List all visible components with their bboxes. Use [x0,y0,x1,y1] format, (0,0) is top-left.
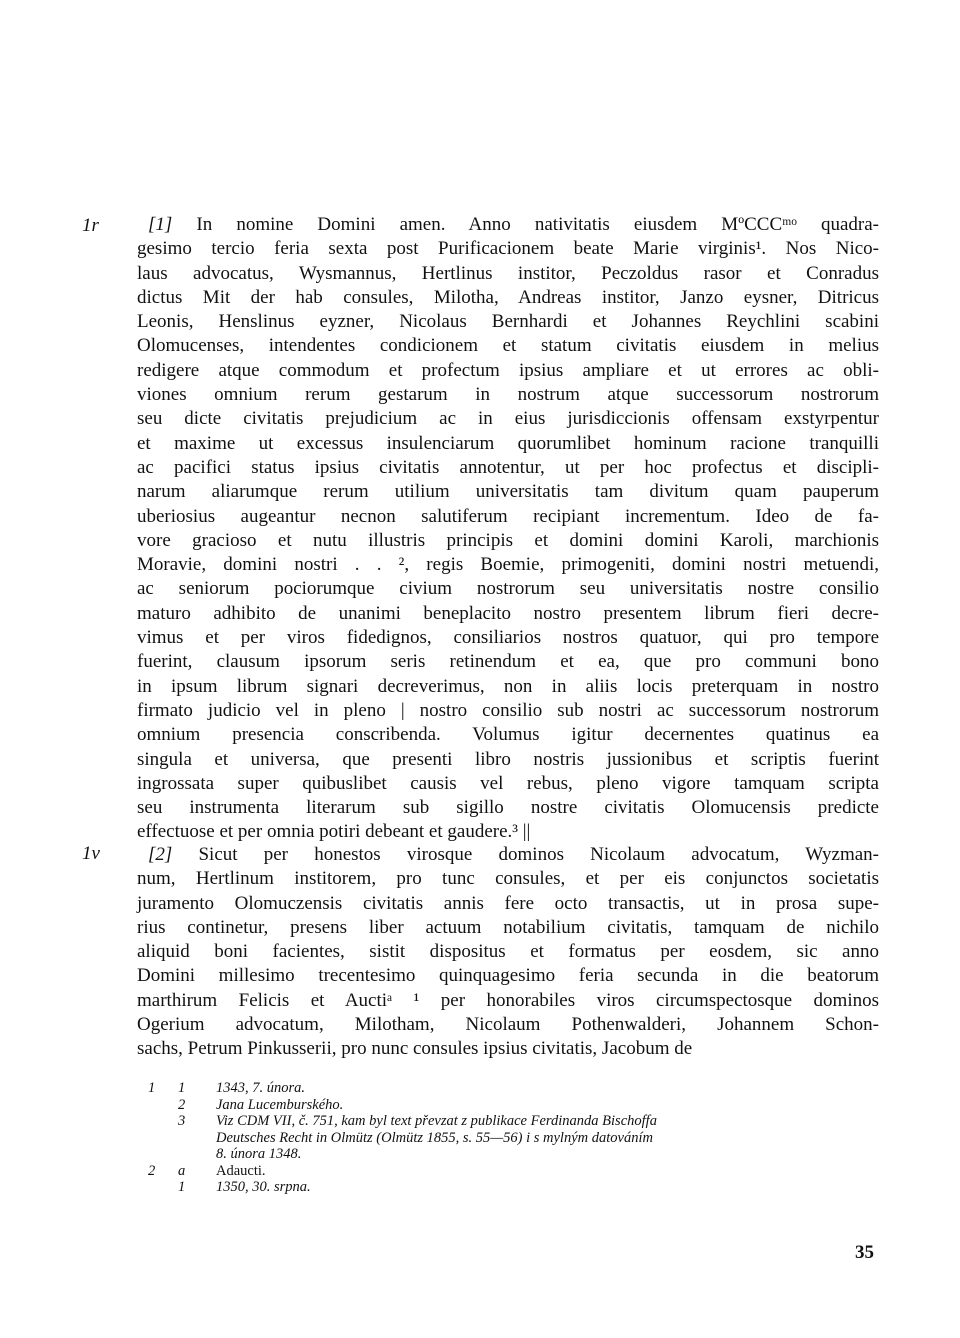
text-line: effectuose et per omnia potiri debeant et gaudere.³ || [137,821,531,843]
folio-label-1r: 1r [82,215,99,236]
text-line: firmato judicio vel in pleno | nostro consilio sub nostri ac successorum nostrorum [137,699,879,721]
text-line: omnium presencia conscribenda. Volumus igitur decernentes quatinus ea [137,724,879,746]
text-line: marthirum Felicis et Auctiᵃ ¹ per honorabiles viros circumspectosque dominos [137,989,879,1011]
text-line: ac seniorum pociorumque civium nostrorum seu universitatis nostre consilio [137,578,879,600]
footnote-group [148,1113,178,1163]
footnote-text: 1343, 7. února. [216,1080,306,1096]
footnote-number: 3 [178,1113,186,1129]
text-line: [1] In nomine Domini amen. Anno nativitatis eiusdem MºCCCᵐᵒ quadra- [148,214,879,235]
footnote-number: 1 [178,1080,186,1096]
text-line: seu dicte civitatis prejudicium ac in eius jurisdiccionis offensam exstyrpentur [137,408,879,430]
text-line: uberiosius augeantur necnon salutiferum recipiant incrementum. Ideo de fa- [137,505,879,527]
text-line: sachs, Petrum Pinkusserii, pro nunc consules ipsius civitatis, Jacobum de [137,1038,693,1060]
paragraph-number: [2] [148,844,173,865]
text-line: viones omnium rerum gestarum in nostrum atque successorum nostrorum [137,384,879,406]
paragraph-2 [137,843,879,1062]
text-line: [2] Sicut per honestos virosque dominos Nicolaum advocatum, Wyzman- [148,844,879,865]
text-line: et maxime ut excessus insulenciarum quorumlibet hominum racione tranquilli [137,432,879,454]
text-line: juramento Olomuczensis civitatis annis fere octo transactis, ut in prosa supe- [137,892,879,914]
footnote-number: a [178,1162,186,1179]
footnote-number: 2 [178,1096,186,1113]
text-line: Leonis, Henslinus eyzner, Nicolaus Bernhardi et Johannes Reychlini scabini [137,311,879,333]
footnote [148,1163,878,1180]
text-line: Moravie, domini nostri . . ², regis Boemie, primogeniti, domini nostri metuendi, [137,554,879,576]
text-line: vimus et per viros fidedignos, consiliarios nostros quatuor, qui pro tempore [137,627,879,649]
text-line: maturo adhibito de unanimi beneplacito nostro presentem librum fieri decre- [137,602,879,624]
text-line: laus advocatus, Wysmannus, Hertlinus institor, Peczoldus rasor et Conradus [137,262,879,284]
text-line: vore gracioso et nutu illustris principis et domini domini Karoli, marchionis [137,529,879,551]
text-line: gesimo tercio feria sexta post Purificacionem beate Marie virginis¹. Nos Nico- [137,238,879,260]
footnote-number: 1 [178,1179,186,1195]
text-line: narum aliarumque rerum utilium universitatis tam divitum quam pauperum [137,481,879,503]
text-line: aliquid boni facientes, sistit dispositus et formatus per eosdem, sic anno [137,941,879,963]
text-line: ac pacifici status ipsius civitatis annotentur, ut per hoc profectus et discipli- [137,456,879,478]
footnote-text: 1350, 30. srpna. [216,1179,311,1195]
text-line: seu instrumenta literarum sub sigillo nostre civitatis Olomucensis predicte [137,797,879,819]
text-line: Olomucenses, intendentes condicionem et statum civitatis eiusdem in melius [137,335,879,357]
text-line: redigere atque commodum et profectum ipsius ampliare et ut errores ac obli- [137,359,879,381]
text-line: in ipsum librum signari decreverimus, non in aliis locis preterquam in nostro [137,675,879,697]
text-line: ingrossata super quibuslibet causis vel rebus, pleno vigore tamquam scripta [137,772,879,794]
text-line: rius continetur, presens liber actuum notabilium civitatis, tamquam de nichilo [137,916,879,938]
folio-label-1v: 1v [82,843,100,864]
footnote [148,1179,878,1196]
footnotes [148,1080,878,1196]
text-line: Ogerium advocatum, Milotham, Nicolaum Pothenwalderi, Johannem Schon- [137,1014,879,1036]
footnote-text: Viz CDM VII, č. 751, kam byl text převzat z publikace Ferdinanda Bischoffa Deutsches Recht in Olmütz (Olmütz 1855, s. 55—56) i s mylným datováním 8. února 1348. [216,1113,657,1162]
footnote-group: 2 [148,1162,156,1179]
footnote-text: Adaucti. [216,1162,266,1179]
footnote [148,1113,878,1163]
footnote-group [148,1097,178,1114]
text-line: dictus Mit der hab consules, Milotha, Andreas institor, Janzo eysner, Ditricus [137,286,879,308]
paragraph-1 [137,213,879,845]
footnote [148,1097,878,1114]
footnote-group: 1 [148,1080,156,1096]
footnote [148,1080,878,1097]
page-number: 35 [855,1242,874,1263]
footnote-text: Jana Lucemburského. [216,1096,344,1113]
text-line: fuerint, clausum ipsorum seris retinendum et ea, que pro communi bono [137,651,879,673]
text-line: Domini millesimo trecentesimo quinquagesimo feria secunda in die beatorum [137,965,879,987]
text-line: num, Hertlinum institorem, pro tunc consules, et per eis conjunctos societatis [137,868,879,890]
footnote-group [148,1179,178,1196]
paragraph-number: [1] [148,214,173,235]
text-line: singula et universa, que presenti libro nostris jussionibus et scriptis fuerint [137,748,879,770]
